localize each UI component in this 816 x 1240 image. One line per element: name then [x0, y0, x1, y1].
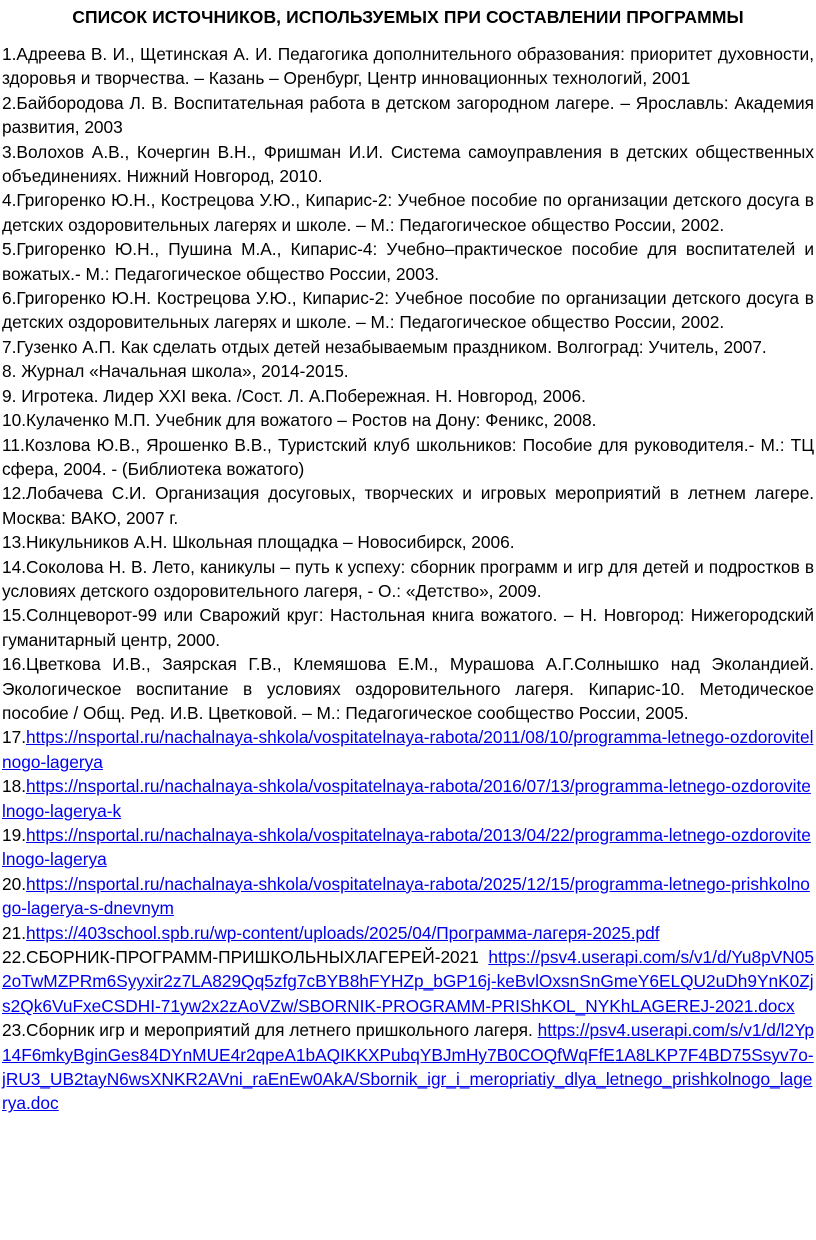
reference-text: 3.Волохов А.В., Кочергин В.Н., Фришман И.И. Система самоуправления в детских общественных объединениях. Нижний Новгород, 2010. [2, 141, 814, 187]
reference-text: 5.Григоренко Ю.Н., Пушина М.А., Кипарис-4: Учебно–практическое пособие для воспитателей и вожатых.- М.: Педагогическое общество России, 2003. [2, 239, 814, 284]
reference-link[interactable]: https://psv4.userapi.com/s/v1/d/l2Yp14F6mkyBginGes84DYnMUE4r2qpeA1bAQIKKXPubqYBJmHy7B0COQfWqFfE1A8LKP7F4BD75Ssyv7o-jRU3_UB2tayN6wsXNKR2AVni_raEnEw0AkA/Sbornik_igr_i_meropriatiy_dlya_letnego_prishkolnogo_lagerya.doc [2, 1020, 814, 1114]
reference-item [2, 286, 814, 335]
reference-item [2, 384, 814, 408]
reference-link[interactable]: https://nsportal.ru/nachalnaya-shkola/vospitatelnaya-rabota/2025/12/15/programma-letnego-prishkolnogo-lagerya-s-dnevnym [2, 873, 810, 919]
reference-item [2, 555, 814, 604]
reference-text: 16.Цветкова И.В., Заярская Г.В., Клемяшова Е.М., Мурашова А.Г.Солнышко над Эколандией. Экологическое воспитание в условиях оздоровительного лагеря. Кипарис-10. Методическое пособие / Общ. Ред. И.В. Цветковой. – М.: Педагогическое сообщество России, 2005. [2, 654, 814, 723]
reference-link[interactable]: https://nsportal.ru/nachalnaya-shkola/vospitatelnaya-rabota/2016/07/13/programma-letnego-ozdorovitelnogo-lagerya-k [2, 776, 811, 821]
reference-text: 23.Сборник игр и мероприятий для летнего пришкольного лагеря. [2, 1020, 538, 1041]
reference-item [2, 652, 814, 725]
reference-text: 8. Журнал «Начальная школа», 2014-2015. [2, 361, 349, 382]
reference-text: 13.Никульников А.Н. Школьная площадка – Новосибирск, 2006. [2, 532, 515, 553]
reference-link[interactable]: https://nsportal.ru/nachalnaya-shkola/vospitatelnaya-rabota/2013/04/22/programma-letnego-ozdorovitelnogo-lagerya [2, 825, 811, 870]
reference-item [2, 481, 814, 530]
reference-link[interactable]: https://nsportal.ru/nachalnaya-shkola/vospitatelnaya-rabota/2011/08/10/programma-letnego-ozdorovitelnogo-lagerya [2, 727, 814, 772]
reference-item [2, 774, 814, 823]
reference-item [2, 945, 814, 1018]
reference-item [2, 408, 814, 432]
reference-item [2, 42, 814, 91]
reference-item [2, 725, 814, 774]
reference-text: 6.Григоренко Ю.Н. Кострецова У.Ю., Кипарис-2: Учебное пособие по организации детского досуга в детских оздоровительных лагерях и школе. – М.: Педагогическое общество России, 2002. [2, 288, 814, 333]
reference-text: 18. [2, 776, 27, 797]
reference-item [2, 359, 814, 383]
reference-text: 19. [2, 825, 27, 845]
reference-item [2, 530, 814, 554]
reference-item [2, 91, 814, 140]
reference-text: 1.Адреева В. И., Щетинская А. И. Педагогика дополнительного образования: приоритет духовности, здоровья и творчества. – Казань – Оренбург, Центр инновационных технологий, 2001 [2, 44, 814, 89]
reference-item [2, 603, 814, 652]
reference-item [2, 188, 814, 237]
reference-item [2, 237, 814, 286]
page-title: СПИСОК ИСТОЧНИКОВ, ИСПОЛЬЗУЕМЫХ ПРИ СОСТАВЛЕНИИ ПРОГРАММЫ [72, 7, 744, 27]
reference-item [2, 872, 814, 921]
reference-text: 22.СБОРНИК-ПРОГРАММ-ПРИШКОЛЬНЫХЛАГЕРЕЙ-2021 [2, 947, 489, 968]
reference-text: 10.Кулаченко М.П. Учебник для вожатого – Ростов на Дону: Феникс, 2008. [2, 410, 597, 431]
reference-item [2, 140, 814, 189]
reference-text: 20. [2, 873, 27, 894]
reference-link[interactable]: https://psv4.userapi.com/s/v1/d/Yu8pVN052oTwMZPRm6Syyxir2z7LA829Qq5zfg7cBYB8hFYHZp_bGP16j-keBvlOxsnSnGmeY6ELQU2uDh9YnK0Zjs2Qk6VuFxeCSDHI-71yw2x2zAoVZw/SBORNIK-PROGRAMM-PRIShKOL_NYKhLAGEREJ-2021.docx [2, 947, 814, 1016]
reference-item [2, 433, 814, 482]
reference-item [2, 335, 814, 359]
reference-text: 14.Соколова Н. В. Лето, каникулы – путь к успеху: сборник программ и игр для детей и подростков в условиях детского оздоровительного лагеря, - О.: «Детство», 2009. [2, 556, 814, 601]
reference-text: 17. [2, 727, 27, 748]
reference-item [2, 921, 814, 945]
reference-text: 21. [2, 922, 27, 943]
reference-text: 12.Лобачева С.И. Организация досуговых, творческих и игровых мероприятий в летнем лагере. Москва: ВАКО, 2007 г. [2, 483, 814, 528]
reference-list [2, 42, 814, 1116]
reference-item [2, 823, 814, 872]
reference-text: 2.Байбородова Л. В. Воспитательная работа в детском загородном лагере. – Ярославль: Академия развития, 2003 [2, 92, 814, 138]
reference-text: 9. Игротека. Лидер XXI века. /Сост. Л. А.Побережная. Н. Новгород, 2006. [2, 385, 586, 406]
reference-text: 4.Григоренко Ю.Н., Кострецова У.Ю., Кипарис-2: Учебное пособие по организации детского досуга в детских оздоровительных лагерях и школе. – М.: Педагогическое общество России, 2002. [2, 190, 814, 235]
reference-text: 15.Солнцеворот-99 или Сварожий круг: Настольная книга вожатого. – Н. Новгород: Нижегородский гуманитарный центр, 2000. [2, 605, 814, 650]
reference-item [2, 1018, 814, 1116]
reference-text: 11.Козлова Ю.В., Ярошенко В.В., Туристский клуб школьников: Пособие для руководителя.- М.: ТЦ сфера, 2004. - (Библиотека вожатого) [2, 434, 814, 479]
reference-text: 7.Гузенко А.П. Как сделать отдых детей незабываемым праздником. Волгоград: Учитель, 2007. [2, 336, 767, 357]
reference-link[interactable]: https://403school.spb.ru/wp-content/uploads/2025/04/Программа-лагеря-2025.pdf [26, 922, 660, 943]
